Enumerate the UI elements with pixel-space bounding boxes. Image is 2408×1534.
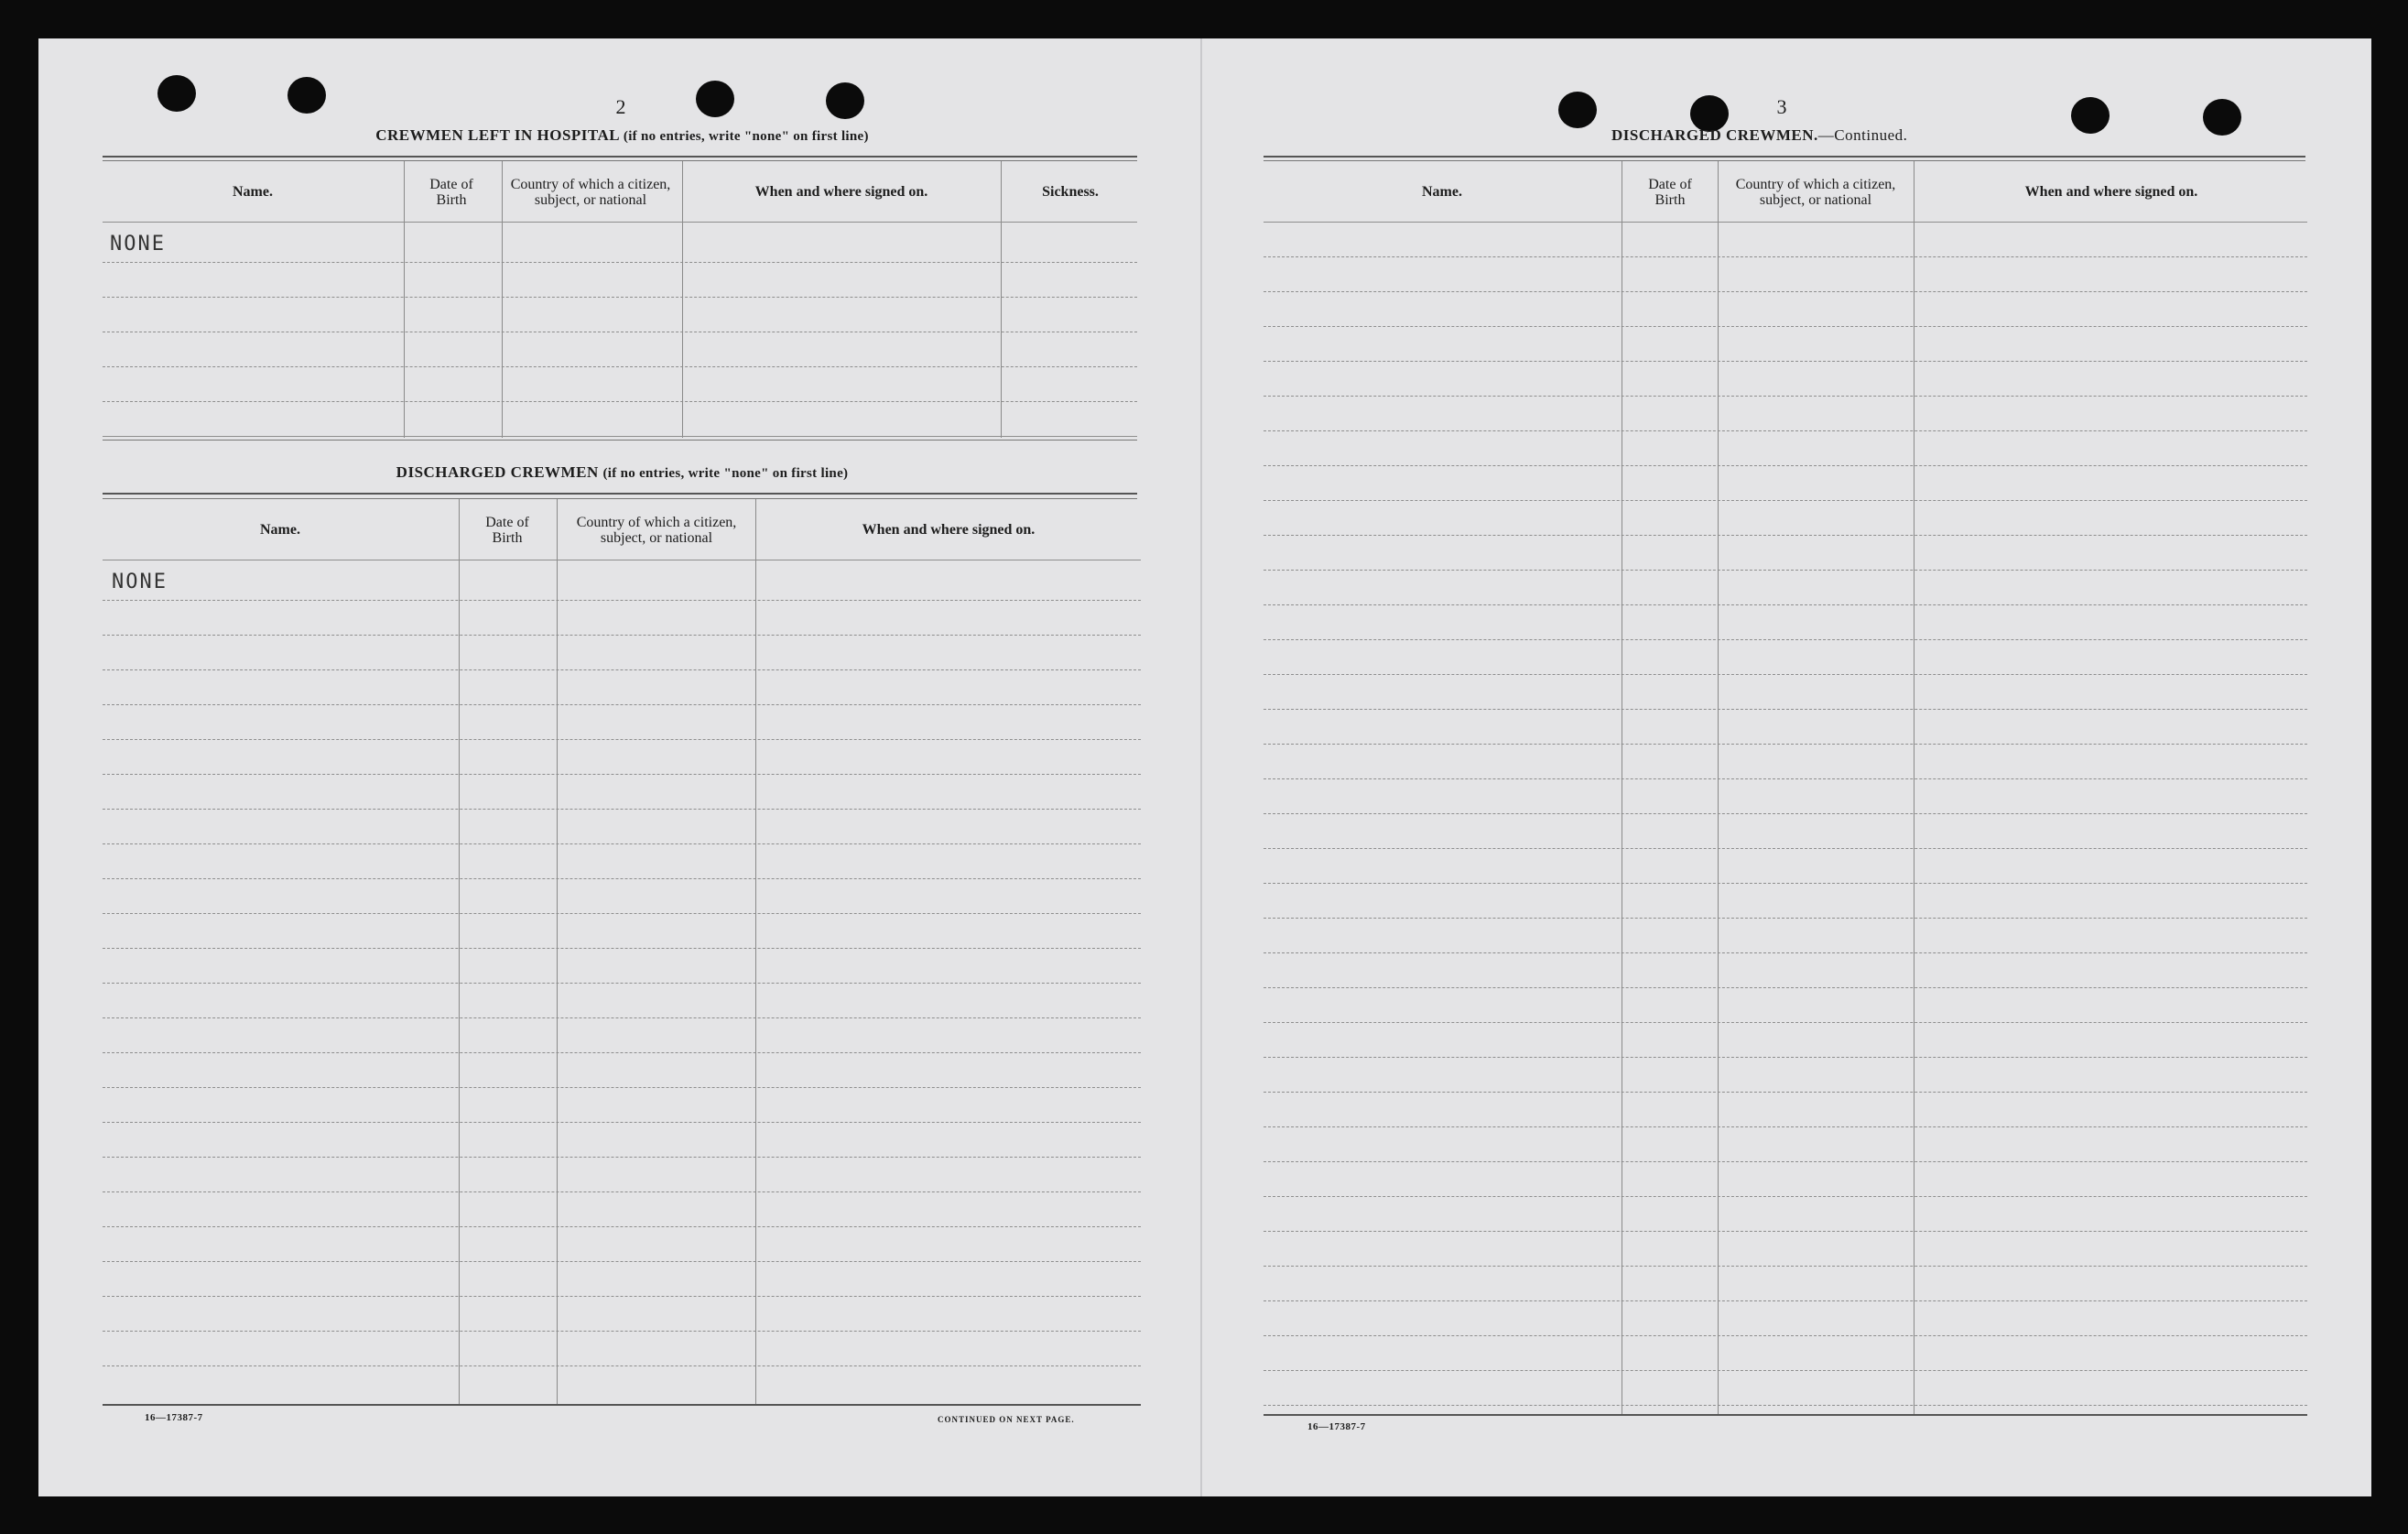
col-header-date-of-birth: Date of Birth <box>485 515 529 546</box>
punch-hole <box>287 77 326 114</box>
page-number-right: 3 <box>1776 95 1787 118</box>
hospital-section-title <box>103 126 1142 145</box>
col-header-country: Country of which a citizen, subject, or national <box>576 515 737 546</box>
discharged-section-title <box>103 463 1142 482</box>
punch-hole <box>2203 99 2241 136</box>
col-header-date-of-birth: Date of Birth <box>429 177 473 208</box>
discharged-continued-suffix: —Continued. <box>1817 126 1908 144</box>
col-header-signed-on: When and where signed on. <box>862 521 1036 538</box>
discharged-continued-title-text: DISCHARGED CREWMEN. <box>1611 126 1818 144</box>
hospital-entry-none: NONE <box>110 233 166 256</box>
punch-hole <box>696 81 734 117</box>
right-bottom-rule <box>1264 1414 2307 1416</box>
hospital-title-text: CREWMEN LEFT IN HOSPITAL <box>375 126 620 144</box>
form-number-right: 16—17387-7 <box>1307 1421 1366 1432</box>
right-top-rule <box>1264 156 2305 158</box>
hospital-table <box>103 161 1137 440</box>
punch-hole <box>2071 97 2110 134</box>
col-header-country: Country of which a citizen, subject, or national <box>510 177 671 208</box>
discharged-title-note: (if no entries, write "none" on first line) <box>602 466 849 481</box>
discharged-top-rule <box>103 493 1137 495</box>
punch-hole <box>1558 92 1597 128</box>
col-header-signed-on: When and where signed on. <box>754 183 928 200</box>
col-header-name: Name. <box>1422 183 1462 200</box>
discharged-table-left <box>103 499 1141 1406</box>
page-number-left: 2 <box>615 95 626 118</box>
col-header-name: Name. <box>233 183 273 200</box>
col-header-sickness: Sickness. <box>1042 183 1099 200</box>
punch-hole <box>157 75 196 112</box>
page-fold <box>1200 38 1202 1496</box>
hospital-title-note: (if no entries, write "none" on first line) <box>623 129 869 144</box>
col-header-signed-on: When and where signed on. <box>2024 183 2198 200</box>
discharged-continued-title <box>1611 126 1959 145</box>
col-header-country: Country of which a citizen, subject, or national <box>1735 177 1896 208</box>
col-header-date-of-birth: Date of Birth <box>1648 177 1692 208</box>
discharged-title-text: DISCHARGED CREWMEN <box>396 463 599 481</box>
discharged-entry-none: NONE <box>112 571 168 593</box>
col-header-name: Name. <box>260 521 300 538</box>
left-bottom-rule <box>103 1404 1141 1406</box>
form-number-left: 16—17387-7 <box>145 1412 203 1423</box>
continued-on-next-page: CONTINUED ON NEXT PAGE. <box>938 1415 1075 1424</box>
discharged-table-right <box>1264 161 2307 1414</box>
hospital-bottom-rule <box>103 440 1137 441</box>
hospital-top-rule <box>103 156 1137 158</box>
punch-hole <box>826 82 864 119</box>
